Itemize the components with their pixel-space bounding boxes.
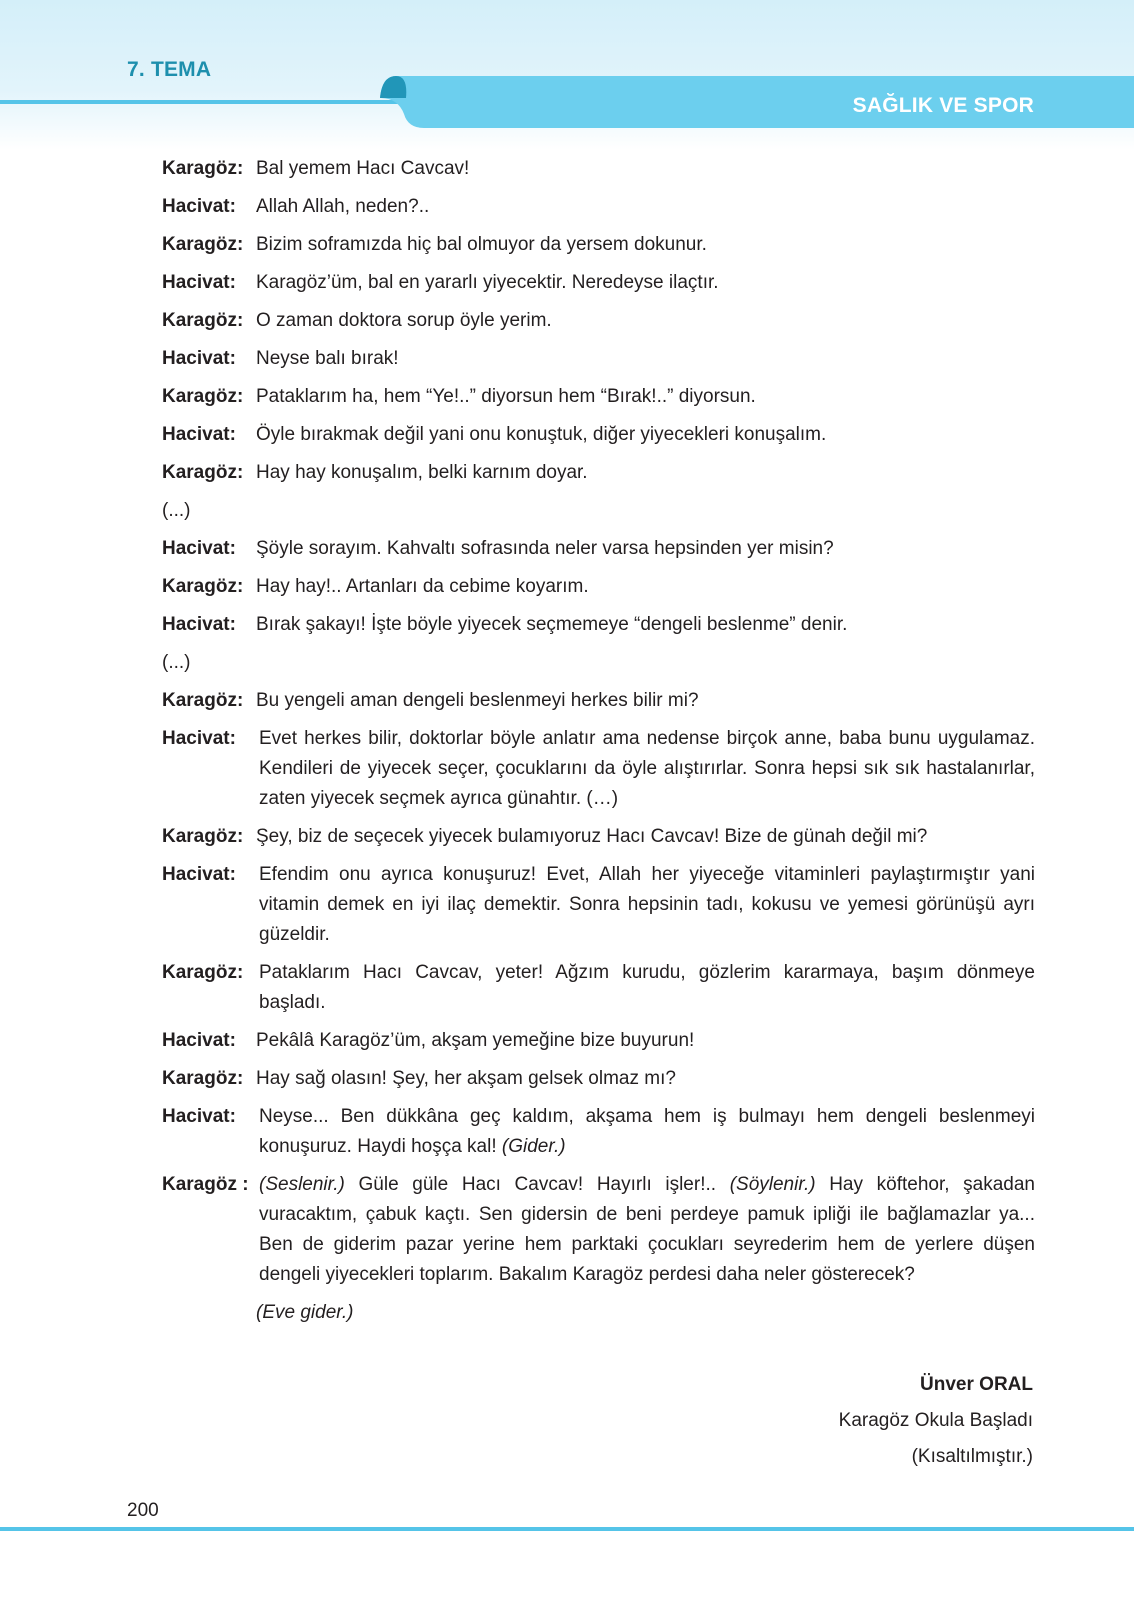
dialogue-line xyxy=(162,154,1035,184)
line-text: Allah Allah, neden?.. xyxy=(256,196,430,217)
line-text: O zaman doktora sorup öyle yerim. xyxy=(256,310,552,331)
line-text: Bu yengeli aman dengeli beslenmeyi herkes bilir mi? xyxy=(256,690,699,711)
line-text: Efendim onu ayrıca konuşuruz! Evet, Allah her yiyeceğe vitaminleri paylaştırmıştır yani vitamin demek en iyi ilaç demektir. Sonra hepsinin tadı, kokusu ve yemesi görünüşü ayrı güzeldir. xyxy=(259,864,1035,945)
dialogue-line xyxy=(162,458,1035,488)
stage-direction: (Söylenir.) xyxy=(729,1174,816,1195)
footer-rule xyxy=(0,1527,1134,1531)
line-text: Pataklarım Hacı Cavcav, yeter! Ağzım kurudu, gözlerim kararmaya, başım dönmeye başladı. xyxy=(259,962,1035,1013)
dialogue-line xyxy=(162,686,1035,716)
line-text xyxy=(256,1102,1035,1162)
dialogue-line xyxy=(162,344,1035,374)
speaker: Hacivat: xyxy=(162,424,236,445)
speaker: Hacivat: xyxy=(162,1106,236,1127)
header-rule xyxy=(0,100,410,104)
dialogue-line xyxy=(162,420,1035,450)
speaker: Karagöz: xyxy=(162,826,244,847)
speaker: Hacivat: xyxy=(162,728,236,749)
line-text: Öyle bırakmak değil yani onu konuştuk, diğer yiyecekleri konuşalım. xyxy=(256,424,827,445)
dialogue-line xyxy=(162,268,1035,298)
line-text: Neyse balı bırak! xyxy=(256,348,399,369)
dialogue-line xyxy=(162,822,1035,852)
line-text: Şöyle sorayım. Kahvaltı sofrasında neler varsa hepsinden yer misin? xyxy=(256,538,834,559)
speaker: Karagöz : xyxy=(162,1174,249,1195)
line-text: Karagöz’üm, bal en yararlı yiyecektir. Neredeyse ilaçtır. xyxy=(256,272,719,293)
line-text: Pataklarım ha, hem “Ye!..” diyorsun hem “Bırak!..” diyorsun. xyxy=(256,386,756,407)
line-text: Hay hay!.. Artanları da cebime koyarım. xyxy=(256,576,589,597)
dialogue-line xyxy=(162,724,1035,814)
dialogue-line xyxy=(162,534,1035,564)
line-text: Bizim soframızda hiç bal olmuyor da yersem dokunur. xyxy=(256,234,707,255)
stage-direction: (Gider.) xyxy=(501,1136,566,1157)
dialogue-line xyxy=(162,958,1035,1018)
line-text: Pekâlâ Karagöz’üm, akşam yemeğine bize buyurun! xyxy=(256,1030,695,1051)
speaker: Karagöz: xyxy=(162,962,244,983)
line-text: Bal yemem Hacı Cavcav! xyxy=(256,158,470,179)
line-text: Evet herkes bilir, doktorlar böyle anlatır ama nedense birçok anne, baba bunu uygulamaz. Kendileri de yiyecek seçer, çocuklarını da öyle alıştırırlar. Sonra hepsi sık sık hastalanırlar, zaten yiyecek seçmek ayrıca günahtır. (…) xyxy=(259,728,1035,809)
speaker: Karagöz: xyxy=(162,462,244,483)
line-text xyxy=(256,1170,1035,1290)
speaker: Hacivat: xyxy=(162,538,236,559)
dialogue-line xyxy=(162,1026,1035,1056)
speaker: Karagöz: xyxy=(162,310,244,331)
stage-direction: (Seslenir.) xyxy=(259,1174,345,1195)
line-text: Hay sağ olasın! Şey, her akşam gelsek olmaz mı? xyxy=(256,1068,676,1089)
line-text-main: Neyse... Ben dükkâna geç kaldım, akşama hem iş bulmayı hem dengeli beslenmeyi konuşuruz. Haydi hoşça kal! xyxy=(259,1106,1035,1157)
source-note: (Kısaltılmıştır.) xyxy=(911,1446,1033,1467)
dialogue-line xyxy=(162,572,1035,602)
speaker: Karagöz: xyxy=(162,234,244,255)
speaker: Karagöz: xyxy=(162,576,244,597)
author-name: Ünver ORAL xyxy=(920,1374,1033,1395)
speaker: Karagöz: xyxy=(162,386,244,407)
dialogue-line xyxy=(162,610,1035,640)
source-title: Karagöz Okula Başladı xyxy=(838,1410,1033,1431)
dialogue-line xyxy=(162,306,1035,336)
dialogue-line xyxy=(162,1064,1035,1094)
speaker: Karagöz: xyxy=(162,690,244,711)
speaker: Hacivat: xyxy=(162,614,236,635)
closing-stage-direction: (Eve gider.) xyxy=(256,1302,354,1323)
dialogue-line xyxy=(162,860,1035,950)
speaker: Hacivat: xyxy=(162,864,236,885)
speaker: Hacivat: xyxy=(162,196,236,217)
source-citation xyxy=(839,1367,1033,1475)
line-text-part: Hay köftehor, şakadan vuracaktım, çabuk kaçtı. Sen gidersin de beni perdeye pamuk ipliği ile bağlamazlar ya... Ben de giderim pazar yerine hem parktaki çocukları seyrederim hem de yerlere düşen dengeli yiyecekleri toplarım. Bakalım Karagöz perdesi daha neler gösterecek? xyxy=(259,1174,1035,1285)
dialogue-line-final xyxy=(162,1170,1035,1290)
dialogue-line xyxy=(162,1102,1035,1162)
omission-mark: (...) xyxy=(162,652,191,673)
speaker: Karagöz: xyxy=(162,158,244,179)
line-text: Bırak şakayı! İşte böyle yiyecek seçmemeye “dengeli beslenme” denir. xyxy=(256,614,848,635)
speaker: Karagöz: xyxy=(162,1068,244,1089)
dialogue-line xyxy=(162,230,1035,260)
dialogue-line xyxy=(162,382,1035,412)
dialogue xyxy=(162,154,1035,1328)
dialogue-line xyxy=(162,192,1035,222)
speaker: Hacivat: xyxy=(162,1030,236,1051)
speaker: Hacivat: xyxy=(162,348,236,369)
page-number: 200 xyxy=(127,1500,159,1521)
speaker: Hacivat: xyxy=(162,272,236,293)
line-text: Hay hay konuşalım, belki karnım doyar. xyxy=(256,462,588,483)
section-title: SAĞLIK VE SPOR xyxy=(852,94,1034,117)
omission-mark: (...) xyxy=(162,500,191,521)
line-text-part: Güle güle Hacı Cavcav! Hayırlı işler!.. xyxy=(358,1174,717,1195)
line-text: Şey, biz de seçecek yiyecek bulamıyoruz Hacı Cavcav! Bize de günah değil mi? xyxy=(256,826,928,847)
theme-label: 7. TEMA xyxy=(127,58,212,81)
